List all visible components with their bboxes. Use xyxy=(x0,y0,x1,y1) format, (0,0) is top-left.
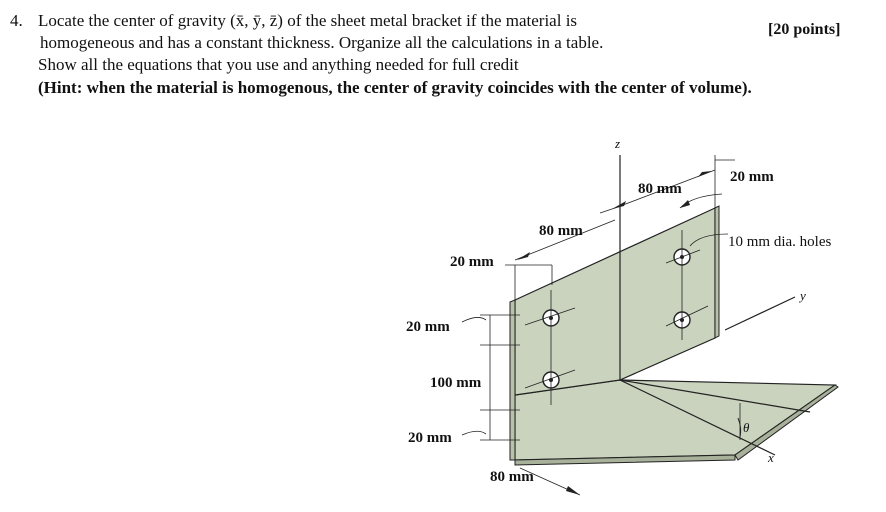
problem-line-1: Locate the center of gravity (x̄, ȳ, z̄) of the sheet metal bracket if the material is xyxy=(38,11,578,30)
vertical-plate-edge xyxy=(510,300,515,460)
problem-line-3: Show all the equations that you use and anything needed for full credit xyxy=(38,55,519,74)
y-axis-label: y xyxy=(800,288,806,303)
x-axis-label: x xyxy=(768,450,774,465)
dim-left-20-top: 20 mm xyxy=(450,254,494,270)
dim-left-100: 100 mm xyxy=(430,375,482,391)
problem-number: 4. xyxy=(10,11,23,30)
dim-bottom-80: 80 mm xyxy=(490,469,534,485)
problem-hint: (Hint: when the material is homogenous, the center of gravity coincides with the center of volume). xyxy=(38,78,752,97)
z-axis-label: z xyxy=(615,136,621,151)
dim-mid-80: 80 mm xyxy=(539,223,583,239)
theta-label: θ xyxy=(743,420,750,435)
dim-holes: 10 mm dia. holes xyxy=(728,234,832,250)
dim-left-20-bottom: 20 mm xyxy=(408,430,452,446)
dim-top-20: 20 mm xyxy=(730,169,774,185)
dim-top-80: 80 mm xyxy=(638,181,682,197)
problem-line-2: homogeneous and has a constant thickness. Organize all the calculations in a table. xyxy=(40,33,604,52)
y-axis xyxy=(725,297,795,330)
dim-left-20-mid: 20 mm xyxy=(406,319,450,335)
points-badge: [20 points] xyxy=(768,21,841,38)
